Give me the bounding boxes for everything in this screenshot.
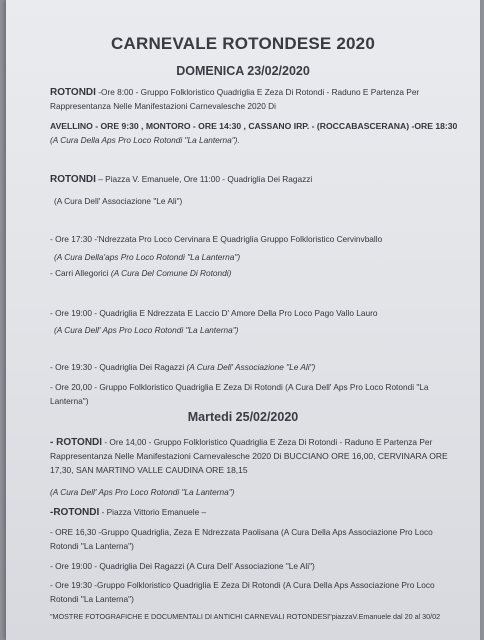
day2-p1-line3: 17,30, SAN MARTINO VALLE CAUDINA ORE 18,15: [50, 465, 248, 475]
day1-p5-line3: Lanterna"): [50, 396, 89, 406]
day1-p3-line2: (A Cura Della'aps Pro Loco Rotondi "La Lanterna"): [54, 252, 241, 262]
day1-p5-line1: - Ore 19:30 - Quadriglia Dei Ragazzi (A Cura Dell' Associazione "Le Ali"): [50, 362, 316, 372]
day2-p2-line1: -ROTONDI - Piazza Vittorio Emanuele –: [50, 507, 207, 518]
place-name: ROTONDI: [50, 87, 96, 98]
day1-date-heading: DOMENICA 23/02/2020: [176, 64, 310, 78]
document-sheet: [6, 0, 480, 640]
day2-p2-line4: - Ore 19:00 - Quadriglia Dei Ragazzi (A Cura Dell' Associazione "Le Ali"): [50, 561, 315, 571]
day2-p2-line3: Rotondi "La Lanterna"): [50, 541, 134, 551]
day1-p2-line1: ROTONDI – Piazza V. Emanuele, Ore 11:00 - Quadriglia Dei Ragazzi: [50, 174, 313, 185]
day2-p1-line4: (A Cura Dell' Aps Pro Loco Rotondi "La Lanterna"): [50, 487, 235, 497]
day1-p2-line2: (A Cura Dell' Associazione "Le Ali"): [54, 196, 183, 206]
day2-p2-line5: - Ore 19:30 -Gruppo Folkloristico Quadriglia E Zeza Di Rotondi (A Cura Della Aps Associazione Pro Loco: [50, 580, 435, 590]
day2-p2-line6: Rotondi "La Lanterna"): [50, 594, 134, 604]
day2-p1-line1: - ROTONDI - Ore 14,00 - Gruppo Folkloristico Quadriglia E Zeza Di Rotondi - Raduno E Partenza Per: [50, 437, 433, 448]
day1-p4-line1: - Ore 19:00 - Quadriglia E Ndrezzata E Laccio D' Amore Della Pro Loco Pago Vallo Lauro: [50, 308, 378, 318]
place-name: ROTONDI: [50, 174, 96, 185]
day2-p2-line2: - ORE 16,30 -Gruppo Quadriglia, Zeza E Ndrezzata Paolisana (A Cura Della Aps Associazione Pro Loco: [50, 527, 433, 537]
day1-p1-line1: ROTONDI -Ore 8:00 - Gruppo Folkloristico Quadriglia E Zeza Di Rotondi - Raduno E Partenza Per: [50, 87, 420, 98]
day1-p3-line3: - Carri Allegorici (A Cura Del Comune Di Rotondi): [50, 268, 232, 278]
day1-p1-line2: Rappresentanza Nelle Manifestazioni Carnevalesche 2020 Di: [50, 101, 276, 111]
place-name: - ROTONDI: [50, 437, 103, 448]
day2-date-heading: Martedi 25/02/2020: [187, 410, 299, 424]
day1-p1-line3: AVELLINO - ORE 9:30 , MONTORO - ORE 14:30 , CASSANO IRP. - (ROCCABASCERANA) -ORE 18:30: [50, 121, 458, 131]
exhibition-footer: "MOSTRE FOTOGRAFICHE E DOCUMENTALI DI ANTICHI CARNEVALI ROTONDESI"piazzaV.Emanuele dal 20 al 30/02: [50, 612, 441, 621]
day2-p1-line2: Rappresentanza Nelle Manifestazioni Carnevalesche 2020 Di BUCCIANO ORE 16,00, CERVINARA ORE: [50, 451, 448, 461]
day1-p5-line2: - Ore 20,00 - Gruppo Folkloristico Quadriglia E Zeza Di Rotondi (A Cura Dell' Aps Pro Loco Rotondi "La: [50, 382, 429, 392]
day1-p4-line2: (A Cura Dell' Aps Pro Loco Rotondi "La Lanterna"): [54, 325, 239, 335]
day1-p1-line4: (A Cura Della Aps Pro Loco Rotondi "La Lanterna").: [50, 135, 240, 145]
place-name: -ROTONDI: [50, 507, 100, 518]
document-title: CARNEVALE ROTONDESE 2020: [111, 34, 375, 53]
day1-p3-line1: - Ore 17:30 -'Ndrezzata Pro Loco Cervinara E Quadriglia Gruppo Folkloristico Cervinvballo: [50, 234, 383, 244]
